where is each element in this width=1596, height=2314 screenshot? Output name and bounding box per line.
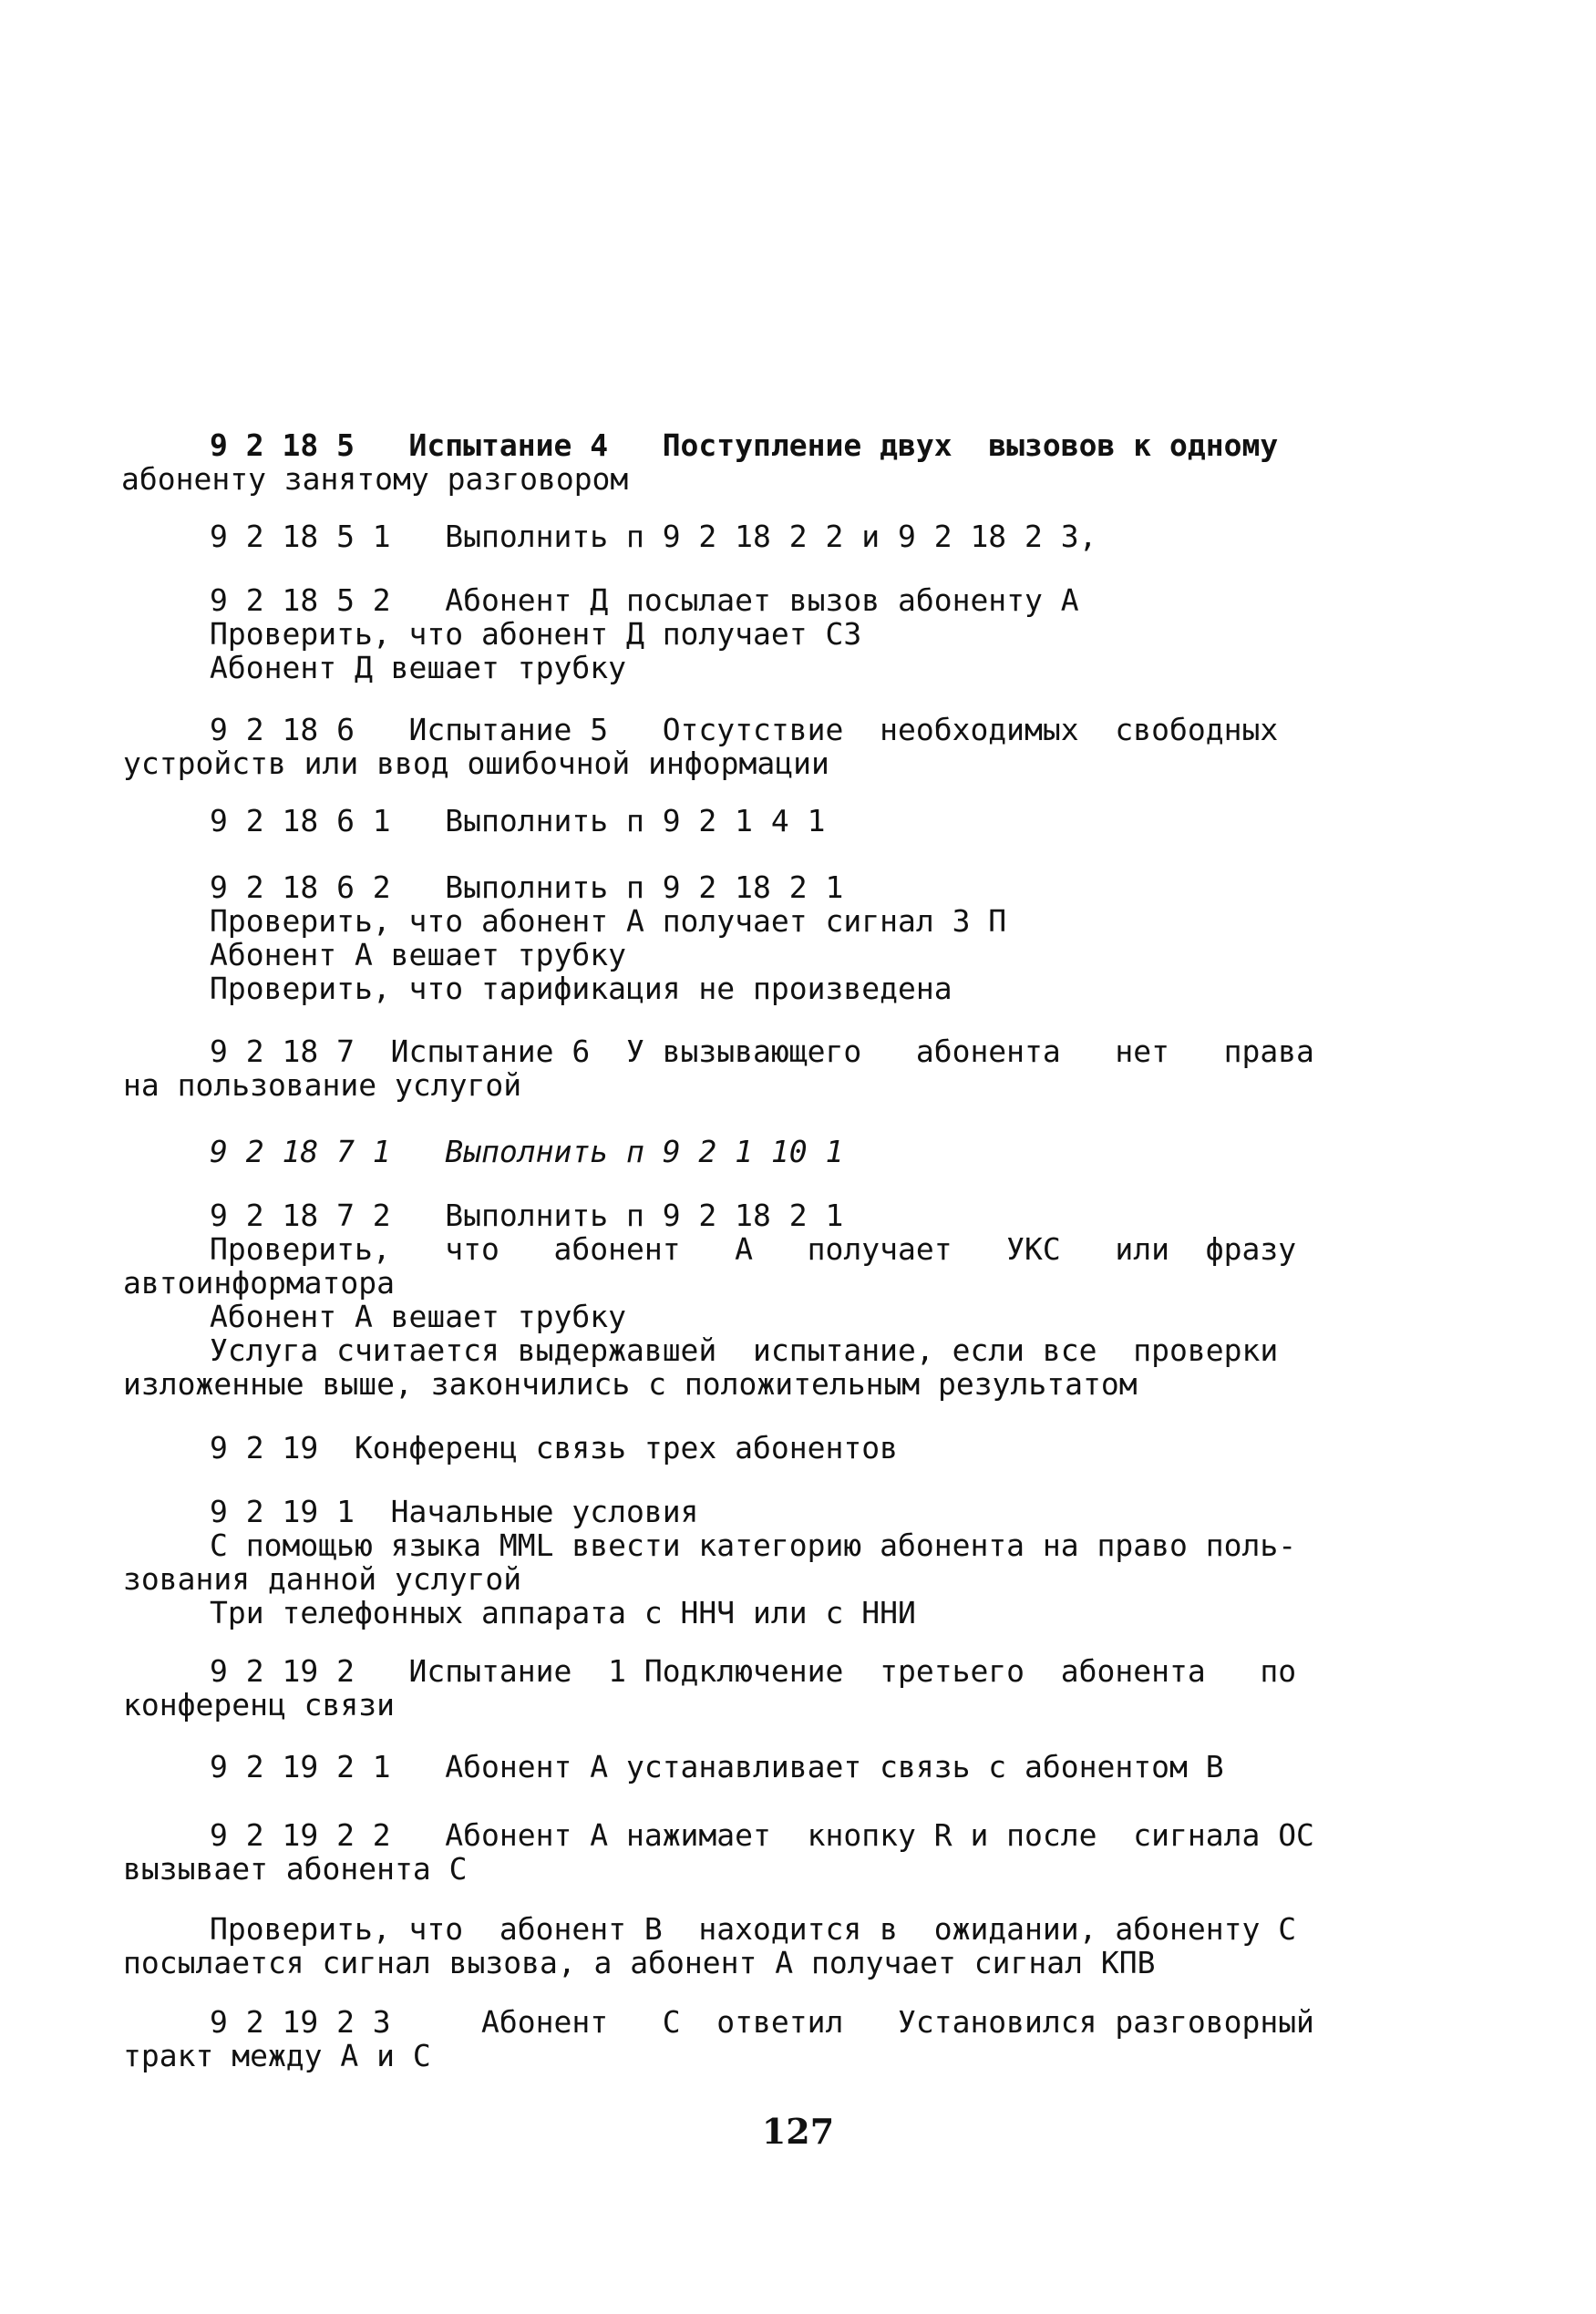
text-line: Проверить, что абонент А получает УКС или фразу — [210, 1231, 1297, 1267]
section-9-2-18-6-2 — [123, 870, 1381, 1005]
section-heading: 9 2 19 2 Испытание 1 Подключение третьего абонента по — [210, 1653, 1297, 1689]
text-line: 9 2 18 5 2 Абонент Д посылает вызов абоненту А — [210, 582, 1079, 618]
text-line: автоинформатора — [123, 1265, 396, 1301]
text-line: 9 2 19 2 2 Абонент А нажимает кнопку R и после сигнала ОС — [210, 1817, 1314, 1853]
section-9-2-18-6-1 — [123, 804, 1381, 838]
text-line: Проверить, что абонент В находится в ожидании, абоненту С — [210, 1911, 1297, 1947]
text-line: Абонент Д вешает трубку — [210, 650, 626, 685]
text-line: конференц связи — [123, 1687, 396, 1723]
text-line: Три телефонных аппарата с ННЧ или с ННИ — [210, 1595, 916, 1630]
text-line: Проверить, что абонент А получает сигнал З П — [210, 903, 1007, 939]
section-heading: 9 2 19 Конференц связь трех абонентов — [210, 1430, 898, 1466]
text-line: Абонент А вешает трубку — [210, 937, 626, 972]
text-line: Проверить, что тарификация не произведена — [210, 971, 952, 1006]
section-heading: 9 2 18 5 Испытание 4 Поступление двух вызовов к одному — [210, 427, 1279, 463]
text-line: 9 2 18 7 2 Выполнить п 9 2 18 2 1 — [210, 1198, 844, 1233]
text-line: на пользование услугой — [123, 1067, 522, 1103]
page-number: 127 — [761, 2111, 835, 2152]
section-9-2-19-2-2 — [123, 1818, 1381, 1886]
section-9-2-18-7-2 — [123, 1198, 1381, 1401]
text-line: 9 2 18 6 2 Выполнить п 9 2 18 2 1 — [210, 869, 844, 905]
section-heading: 9 2 18 7 Испытание 6 У вызывающего абонента нет права — [210, 1034, 1314, 1069]
text-line: Услуга считается выдержавшей испытание, если все проверки — [210, 1332, 1279, 1368]
text-line: 9 2 18 6 1 Выполнить п 9 2 1 4 1 — [210, 803, 826, 838]
text-line: изложенные выше, закончились с положительным результатом — [123, 1366, 1138, 1402]
section-9-2-19-2-3 — [123, 2005, 1381, 2072]
text-line: 9 2 19 1 Начальные условия — [210, 1494, 699, 1529]
text-line: 9 2 19 2 1 Абонент А устанавливает связь с абонентом В — [210, 1749, 1224, 1784]
check-paragraph — [123, 1912, 1381, 1980]
text-line: Абонент А вешает трубку — [210, 1299, 626, 1334]
text-line: 9 2 18 7 1 Выполнить п 9 2 1 10 1 — [210, 1134, 844, 1169]
text-line: Проверить, что абонент Д получает СЗ — [210, 616, 862, 652]
text-line: 9 2 19 2 3 Абонент С ответил Установился разговорный — [210, 2004, 1314, 2040]
section-9-2-19-1 — [123, 1495, 1381, 1630]
section-9-2-19 — [123, 1431, 1381, 1465]
text-line: 9 2 18 5 1 Выполнить п 9 2 18 2 2 и 9 2 18 2 3, — [210, 519, 1097, 554]
text-line: тракт между А и С — [123, 2038, 431, 2073]
text-line: абоненту занятому разговором — [121, 461, 629, 497]
section-9-2-18-7 — [123, 1034, 1381, 1102]
section-9-2-18-5-1 — [123, 519, 1381, 553]
text-line: устройств или ввод ошибочной информации — [123, 746, 829, 781]
text-line: посылается сигнал вызова, а абонент А получает сигнал КПВ — [123, 1945, 1156, 1980]
section-9-2-18-5-2 — [123, 583, 1381, 684]
section-9-2-18-6 — [123, 713, 1381, 780]
section-9-2-19-2 — [123, 1654, 1381, 1722]
section-9-2-18-5 — [123, 428, 1381, 496]
text-line: зования данной услугой — [123, 1561, 522, 1597]
section-9-2-19-2-1 — [123, 1750, 1381, 1784]
text-line: вызывает абонента С — [123, 1851, 468, 1887]
section-9-2-18-7-1 — [123, 1135, 1381, 1168]
section-heading: 9 2 18 6 Испытание 5 Отсутствие необходимых свободных — [210, 712, 1279, 747]
text-line: С помощью языка MML ввести категорию абонента на право поль- — [210, 1527, 1297, 1563]
